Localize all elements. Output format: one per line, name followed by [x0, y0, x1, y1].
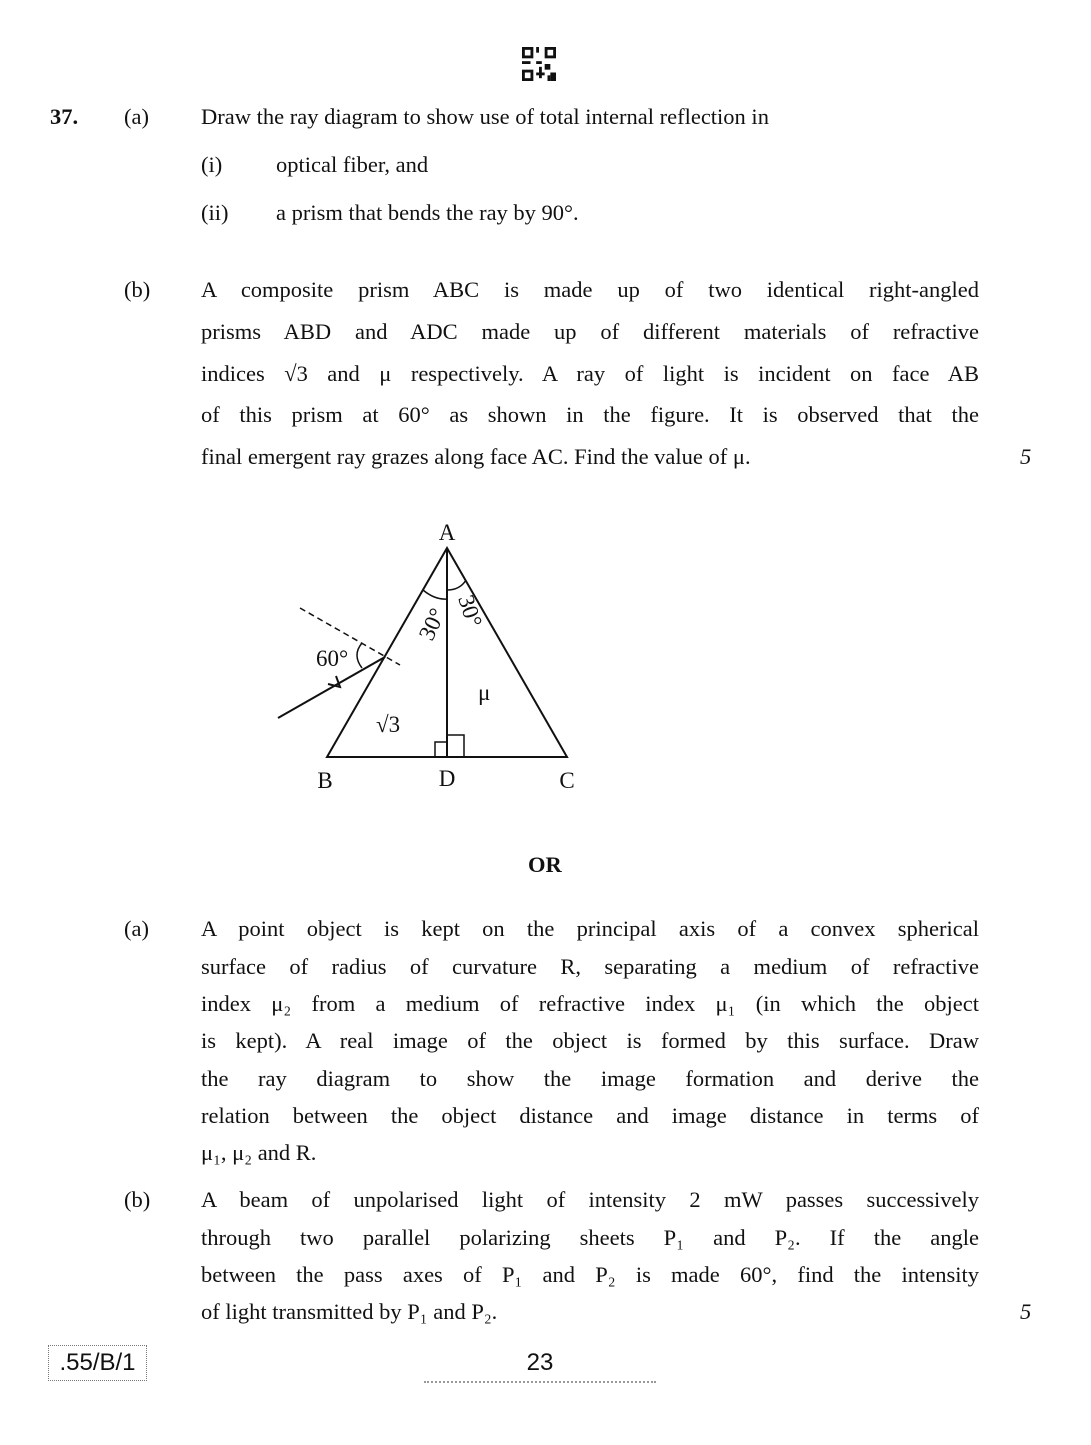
or-divider: OR [528, 852, 562, 877]
text-line: A point object is kept on the principal axis of a convex spherical [201, 916, 979, 941]
sub-item-text: optical fiber, and [276, 152, 429, 177]
label-b: B [317, 768, 333, 793]
text-line: through two parallel polarizing sheets P₁ and P₂. If the angle [201, 1225, 979, 1250]
part-a-label: (a) [124, 104, 149, 129]
part-a-text: Draw the ray diagram to show use of total internal reflection in [201, 104, 769, 129]
sub-item-label: (i) [201, 152, 223, 177]
text-line: surface of radius of curvature R, separating a medium of refractive [201, 954, 979, 979]
paper-code: .55/B/1 [48, 1345, 147, 1381]
index-left-label: √3 [376, 712, 401, 737]
right-angle-mark [435, 742, 447, 757]
angle-arc [447, 580, 466, 590]
angle-incidence-label: 60° [316, 646, 349, 671]
text-line: between the pass axes of P₁ and P₂ is made 60°, find the intensity [201, 1262, 979, 1287]
sub-item-text: a prism that bends the ray by 90°. [276, 200, 579, 225]
text-line: A beam of unpolarised light of intensity 2 mW passes successively [201, 1187, 979, 1212]
text-line: is kept). A real image of the object is formed by this surface. Draw [201, 1028, 979, 1053]
text-line: indices √3 and μ respectively. A ray of light is incident on face AB [201, 361, 979, 386]
angle-left-label: 30° [413, 604, 451, 645]
page-number: 23 [424, 1349, 656, 1383]
marks: 5 [1020, 1299, 1032, 1324]
index-right-label: μ [478, 680, 491, 705]
alt-b-label: (b) [124, 1187, 151, 1212]
text-line: of light transmitted by P₁ and P₂. [201, 1299, 498, 1324]
label-a: A [438, 520, 456, 545]
question-number: 37. [50, 104, 79, 129]
part-b-label: (b) [124, 277, 151, 302]
angle-arc [423, 590, 447, 599]
text-line: μ₁, μ₂ and R. [201, 1140, 317, 1165]
text-line: final emergent ray grazes along face AC. Find the value of μ. [201, 444, 751, 469]
sub-item-label: (ii) [201, 200, 229, 225]
text-line: the ray diagram to show the image formation and derive the [201, 1066, 979, 1091]
label-c: C [559, 768, 575, 793]
text-line: of this prism at 60° as shown in the figure. It is observed that the [201, 402, 979, 427]
text-line: index μ₂ from a medium of refractive index μ₁ (in which the object [201, 991, 979, 1016]
angle-arc [357, 643, 362, 668]
text-line: relation between the object distance and image distance in terms of [201, 1103, 979, 1128]
text-line: A composite prism ABC is made up of two identical right-angled [201, 277, 979, 302]
label-d: D [438, 766, 456, 791]
alt-a-label: (a) [124, 916, 149, 941]
angle-right-label: 30° [453, 591, 487, 631]
text-line: prisms ABD and ADC made up of different materials of refractive [201, 319, 979, 344]
arrow-icon [328, 676, 340, 687]
right-angle-mark [447, 735, 464, 757]
marks: 5 [1020, 444, 1032, 469]
